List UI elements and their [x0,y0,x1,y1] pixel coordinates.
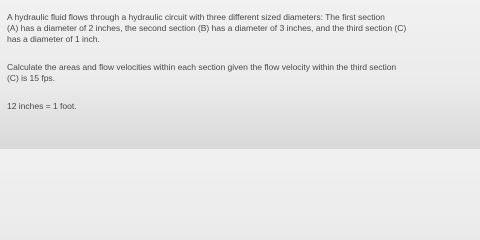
unit-note-line: 12 inches = 1 foot. [7,101,77,111]
problem-statement-line-3: has a diameter of 1 inch. [7,34,100,45]
problem-statement-line-2: (A) has a diameter of 2 inches, the second section (B) has a diameter of 3 inches, and the third section (C) [7,23,407,34]
unit-note-paragraph [7,101,475,112]
task-line-2: (C) is 15 fps. [7,73,56,84]
problem-statement-line-1: A hydraulic fluid flows through a hydraulic circuit with three different sized diameters: The first section [7,12,385,22]
task-line-1: Calculate the areas and flow velocities within each section given the flow velocity within the third section [7,62,397,72]
problem-statement-paragraph [7,12,475,46]
task-paragraph [7,62,475,84]
